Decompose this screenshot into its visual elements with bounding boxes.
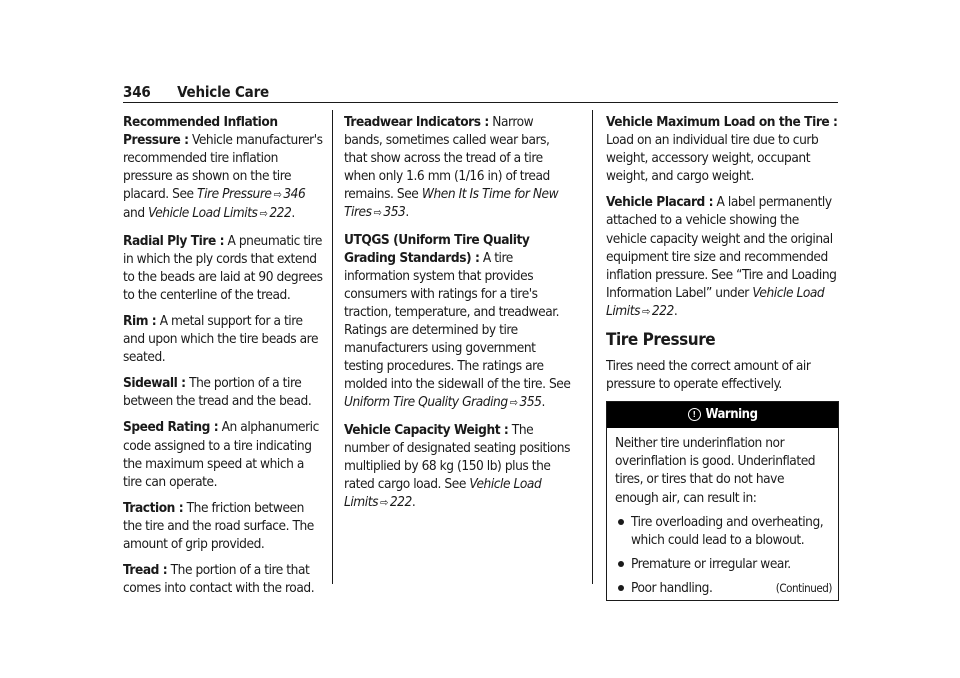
glossary-term: Traction : bbox=[123, 499, 184, 516]
warning-body bbox=[607, 428, 838, 597]
glossary-entry: Radial Ply Tire : A pneumatic tire in which the ply cords that extend to the beads are laid at 90 degrees to the centerline of the tread. bbox=[123, 232, 323, 303]
glossary-entry: Rim : A metal support for a tire and upon which the tire beads are seated. bbox=[123, 312, 319, 366]
column-2 bbox=[344, 113, 574, 520]
glossary-term: Recommended Inflation Pressure : bbox=[123, 114, 278, 149]
page-arrow-icon: ⇨ bbox=[642, 304, 650, 318]
page-arrow-icon: ⇨ bbox=[373, 206, 382, 220]
glossary-term: Vehicle Placard : bbox=[606, 194, 714, 211]
page-number: 346 bbox=[123, 83, 151, 101]
cross-reference-link[interactable]: Vehicle Load Limits ⇨ 222 bbox=[344, 475, 542, 510]
section-title: Tire Pressure bbox=[606, 330, 716, 351]
glossary-entry: Recommended Inflation Pressure : Vehicle manufacturer's recommended tire inflation pressure as shown on the tire placard. See Tire Pressure ⇨ 346 and Vehicle Load Limits ⇨ 222. bbox=[123, 114, 323, 222]
list-item: Poor handling. bbox=[615, 579, 830, 597]
header-rule bbox=[123, 102, 838, 103]
glossary-term: Speed Rating : bbox=[123, 419, 219, 436]
column-1 bbox=[123, 113, 323, 605]
glossary-entry: Speed Rating : An alphanumeric code assigned to a tire indicating the maximum speed at which a tire can operate. bbox=[123, 419, 319, 490]
list-item: Premature or irregular wear. bbox=[615, 555, 830, 573]
warning-title: Warning bbox=[705, 407, 758, 423]
cross-reference-link[interactable]: Vehicle Load Limits ⇨ 222 bbox=[148, 205, 292, 222]
warning-header bbox=[607, 402, 838, 428]
glossary-entry: UTQGS (Uniform Tire Quality Grading Standards) : A tire information system that provides consumers with ratings for a tire's traction, temperature, and treadwear. Ratings are determined by tire manufacturers using government testing procedures. The ratings are molded into the sidewall of the tire. See Uniform Tire Quality Grading ⇨ 355. bbox=[344, 231, 571, 411]
page-arrow-icon: ⇨ bbox=[259, 207, 268, 221]
glossary-term: Vehicle Capacity Weight : bbox=[344, 421, 509, 438]
glossary-term: Radial Ply Tire : bbox=[123, 232, 225, 249]
page-arrow-icon: ⇨ bbox=[273, 188, 282, 202]
glossary-term: Tread : bbox=[123, 562, 168, 579]
cross-reference-link[interactable]: Vehicle Load Limits ⇨ 222 bbox=[606, 284, 825, 319]
column-divider bbox=[592, 110, 593, 584]
warning-icon: ! bbox=[688, 408, 701, 421]
section-text: Tires need the correct amount of air pressure to operate effectively. bbox=[606, 358, 811, 393]
page-arrow-icon: ⇨ bbox=[509, 396, 518, 410]
glossary-entry: Treadwear Indicators : Narrow bands, sometimes called wear bars, that show across the tread of a tire when only 1.6 mm (1/16 in) of tread remains. See When It Is Time for New Tires ⇨ 353. bbox=[344, 114, 559, 221]
glossary-term: Sidewall : bbox=[123, 375, 186, 392]
cross-reference-link[interactable]: When It Is Time for New Tires ⇨ 353 bbox=[344, 186, 559, 221]
column-divider bbox=[332, 110, 333, 584]
cross-reference-link[interactable]: Uniform Tire Quality Grading ⇨ 355 bbox=[344, 394, 542, 411]
glossary-entry: Tread : The portion of a tire that comes into contact with the road. bbox=[123, 562, 315, 597]
continued-label: (Continued) bbox=[775, 581, 832, 596]
glossary-term: Treadwear Indicators : bbox=[344, 114, 489, 130]
cross-reference-link[interactable]: Tire Pressure ⇨ 346 bbox=[197, 186, 306, 203]
list-item: Tire overloading and overheating, which could lead to a blowout. bbox=[615, 513, 830, 549]
glossary-term: Vehicle Maximum Load on the Tire : bbox=[606, 114, 838, 130]
glossary-entry: Sidewall : The portion of a tire between the tread and the bead. bbox=[123, 375, 312, 410]
chapter-title: Vehicle Care bbox=[177, 83, 269, 101]
page-arrow-icon: ⇨ bbox=[380, 495, 388, 509]
warning-intro: Neither tire underinflation nor overinflation is good. Underinflated tires, or tires that do not have enough air, can result in: bbox=[615, 435, 816, 506]
glossary-term: Rim : bbox=[123, 312, 157, 329]
column-3 bbox=[606, 113, 839, 601]
warning-box bbox=[606, 401, 839, 601]
glossary-entry: Traction : The friction between the tire and the road surface. The amount of grip provided. bbox=[123, 499, 314, 552]
page-header bbox=[123, 83, 269, 101]
glossary-entry: Vehicle Maximum Load on the Tire : Load on an individual tire due to curb weight, accessory weight, occupant weight, and cargo weight. bbox=[606, 114, 838, 185]
glossary-term: UTQGS (Uniform Tire Quality Grading Standards) : bbox=[344, 231, 530, 266]
glossary-entry: Vehicle Placard : A label permanently attached to a vehicle showing the vehicle capacity weight and the original equipment tire size and recommended inflation pressure. See “Tire and Loading Information Label” under Vehicle Load Limits ⇨ 222. bbox=[606, 194, 837, 319]
glossary-entry: Vehicle Capacity Weight : The number of designated seating positions multiplied by 68 kg (150 lb) plus the rated cargo load. See Vehicle Load Limits ⇨ 222. bbox=[344, 421, 571, 510]
